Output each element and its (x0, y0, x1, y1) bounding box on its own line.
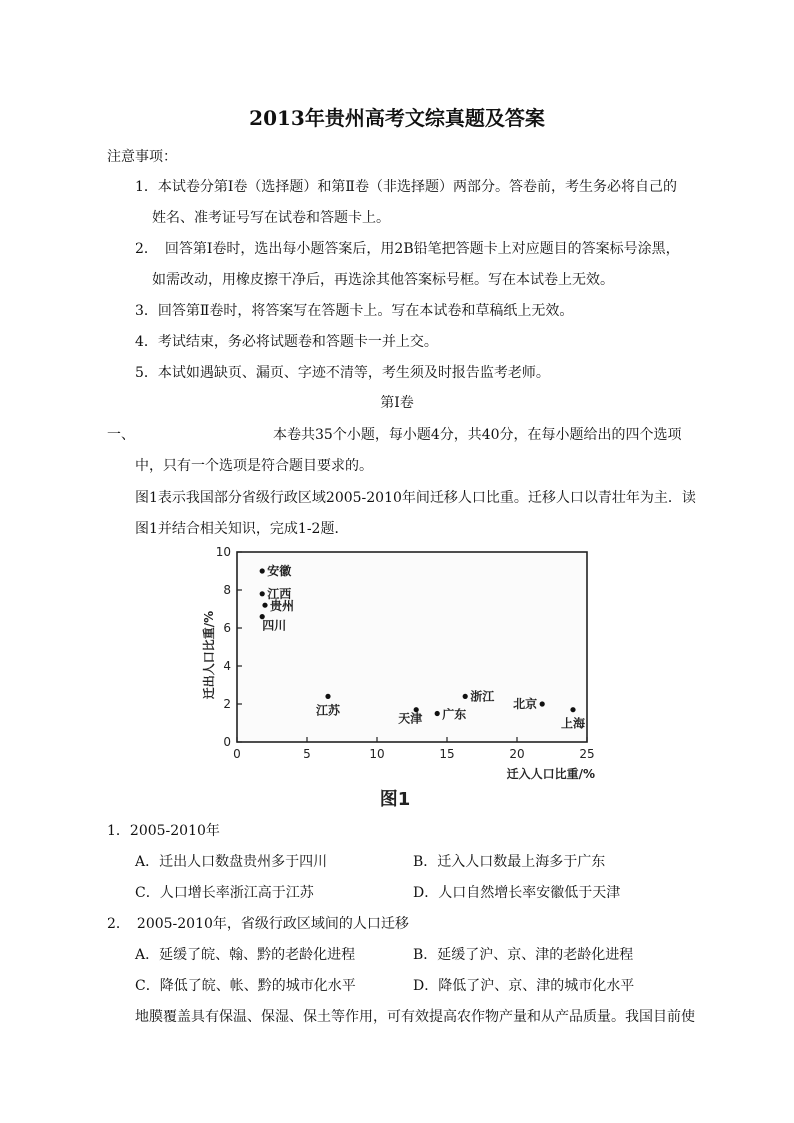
point-label: 贵州 (270, 599, 295, 614)
note-1-line-2: 姓名、准考证号写在试卷和答题卡上。 (152, 210, 390, 226)
point-label: 江苏 (315, 703, 341, 718)
x-tick-label: 15 (439, 747, 455, 761)
q1-option-c: C．人口增长率浙江高于江苏 (135, 885, 314, 901)
y-tick-label: 0 (223, 735, 231, 749)
point-label: 上海 (560, 716, 586, 731)
x-tick-label: 10 (369, 747, 385, 761)
x-tick-label: 25 (579, 747, 595, 761)
notes-heading: 注意事项： (107, 149, 177, 165)
data-point-浙江 (463, 694, 468, 699)
y-tick-label: 10 (215, 545, 231, 559)
x-tick-label: 0 (233, 747, 241, 761)
q1-option-a: A．迁出人口数盘贵州多于四川 (135, 854, 328, 870)
data-point-广东 (435, 711, 440, 716)
y-tick-label: 6 (223, 621, 231, 635)
x-tick-label: 5 (303, 747, 311, 761)
part-text-line-1: 本卷共35个小题，每小题4分，共40分，在每小题给出的四个选项 (273, 427, 682, 443)
y-tick-label: 2 (223, 697, 231, 711)
note-2-line-1: 2． 回答第Ⅰ卷时，选出每小题答案后，用2B铅笔把答题卡上对应题目的答案标号涂黑， (135, 241, 680, 257)
note-5: 5．本试如遇缺页、漏页、字迹不清等，考生须及时报告监考老师。 (135, 365, 550, 381)
trailing-paragraph: 地膜覆盖具有保温、保湿、保土等作用，可有效提高农作物产量和从产品质量。我国目前使 (135, 1009, 695, 1025)
part-label: 一、 (107, 427, 135, 443)
point-label: 北京 (513, 697, 538, 711)
intro-line-1: 图1表示我国部分省级行政区域2005-2010年间迁移人口比重。迁移人口以青壮年为主．读 (135, 490, 696, 506)
note-1-line-1: 1．本试卷分第Ⅰ卷（选择题）和第Ⅱ卷（非选择题）两部分。答卷前，考生务必将自己的 (135, 179, 677, 195)
point-label: 安徽 (267, 564, 292, 578)
question-2-stem: 2． 2005-2010年，省级行政区域间的人口迁移 (107, 916, 409, 932)
note-2-line-2: 如需改动，用橡皮擦干净后，再选涂其他答案标号框。写在本试卷上无效。 (152, 272, 614, 288)
question-1-stem: 1．2005-2010年 (107, 823, 220, 839)
point-label: 浙江 (470, 689, 495, 704)
migration-scatter-chart (195, 540, 615, 812)
page-title: 2013年贵州高考文综真题及答案 (249, 106, 545, 130)
q2-option-d: D．降低了沪、京、津的城市化水平 (413, 978, 635, 994)
q2-option-a: A．延缓了皖、翰、黔的老龄化进程 (135, 947, 356, 963)
data-point-江苏 (325, 694, 330, 699)
section-title: 第Ⅰ卷 (380, 395, 414, 411)
y-axis-label: 迁出人口比重/% (202, 610, 216, 700)
point-label: 天津 (398, 711, 423, 726)
data-point-江西 (260, 591, 265, 596)
q2-option-b: B．延缓了沪、京、津的老龄化进程 (413, 947, 634, 963)
y-tick-label: 8 (223, 583, 231, 597)
note-3: 3．回答第Ⅱ卷时，将答案写在答题卡上。写在本试卷和草稿纸上无效。 (135, 303, 574, 319)
x-axis-label: 迁入人口比重/% (506, 767, 595, 781)
q1-option-d: D．人口自然增长率安徽低于天津 (413, 885, 621, 901)
x-tick-label: 20 (509, 747, 525, 761)
q1-option-b: B．迁入人口数最上海多于广东 (413, 854, 606, 870)
point-label: 四川 (262, 618, 287, 633)
intro-line-2: 图1并结合相关知识，完成1-2题． (135, 521, 349, 537)
point-label: 江西 (267, 586, 292, 601)
data-point-安徽 (260, 568, 265, 573)
part-text-line-2: 中，只有一个选项是符合题目要求的。 (135, 458, 373, 474)
note-4: 4．考试结束，务必将试题卷和答题卡一并上交。 (135, 334, 438, 350)
figure-caption: 图1 (379, 789, 411, 810)
y-tick-label: 4 (223, 659, 231, 673)
data-point-北京 (540, 701, 545, 706)
data-point-上海 (570, 707, 575, 712)
data-point-贵州 (262, 603, 267, 608)
q2-option-c: C．降低了皖、帐、黔的城市化水平 (135, 978, 356, 994)
point-label: 广东 (442, 707, 467, 722)
